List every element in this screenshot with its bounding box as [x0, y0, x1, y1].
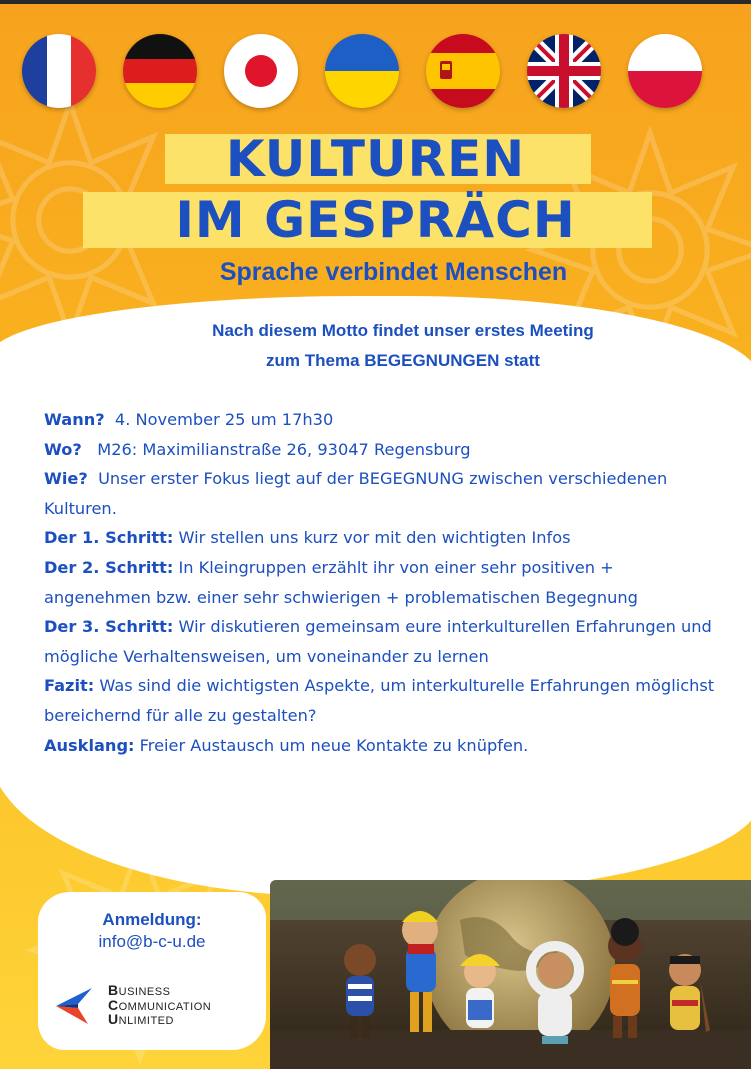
motto-line-1: Nach diesem Motto findet unser erstes Meeting — [212, 321, 594, 340]
ukraine-flag-icon — [325, 34, 399, 108]
when-label: Wann? — [44, 410, 105, 429]
page-title-line-2: IM GESPRÄCH — [175, 191, 576, 249]
france-flag-icon — [22, 34, 96, 108]
spain-flag-icon — [426, 34, 500, 108]
ausklang-value: Freier Austausch um neue Kontakte zu knüpfen. — [134, 735, 529, 755]
detail-step-2 — [44, 553, 724, 612]
detail-fazit — [44, 671, 724, 730]
bcu-logo-text — [108, 984, 211, 1028]
wooden-dolls-globe-photo — [270, 880, 751, 1069]
where-label: Wo? — [44, 439, 82, 459]
when-value: 4. November 25 um 17h30 — [104, 410, 334, 429]
logo-line-3 — [108, 1013, 211, 1028]
japan-flag-icon — [224, 34, 298, 108]
event-details — [44, 405, 724, 760]
how-value: Unser erster Fokus liegt auf der BEGEGNUNG zwischen verschiedenen Kulturen. — [44, 469, 673, 518]
fazit-value: Was sind die wichtigsten Aspekte, um interkulturelle Erfahrungen möglichst bereichernd für alle zu gestalten? — [44, 676, 715, 725]
logo-line-1-rest: USINESS — [118, 986, 171, 998]
detail-step-3 — [44, 612, 724, 671]
logo-line-1-cap: B — [108, 982, 119, 998]
step1-label: Der 1. Schritt: — [44, 528, 174, 548]
subtitle: Sprache verbindet Menschen — [219, 258, 568, 286]
bcu-arrow-logo-icon — [52, 984, 96, 1028]
logo-line-2-rest: OMMUNICATION — [118, 1000, 212, 1013]
flags-row — [22, 34, 730, 108]
logo-line-3-rest: NLIMITED — [118, 1015, 174, 1027]
step3-value: Wir diskutieren gemeinsam eure interkulturellen Erfahrungen und mögliche Verhaltensweisen, um voneinander zu lernen — [44, 617, 712, 666]
detail-where — [44, 435, 724, 465]
how-label: Wie? — [44, 469, 88, 489]
ausklang-label: Ausklang: — [44, 735, 135, 755]
motto — [0, 316, 751, 376]
detail-when — [44, 405, 724, 435]
fazit-label: Fazit: — [44, 676, 95, 696]
united-kingdom-flag-icon — [527, 34, 601, 108]
where-value: M26: Maximilianstraße 26, 93047 Regensburg — [81, 439, 471, 459]
page-title-line-1: KULTUREN — [225, 130, 526, 188]
registration-card — [38, 892, 266, 1050]
detail-how — [44, 464, 724, 523]
motto-line-2: zum Thema BEGEGNUNGEN statt — [266, 351, 540, 370]
germany-flag-icon — [123, 34, 197, 108]
logo-line-1 — [108, 984, 211, 999]
step1-value: Wir stellen uns kurz vor mit den wichtigten Infos — [173, 528, 571, 548]
step3-label: Der 3. Schritt: — [44, 617, 174, 637]
logo-line-2-cap: C — [108, 996, 119, 1013]
detail-step-1 — [44, 523, 724, 553]
poland-flag-icon — [628, 34, 702, 108]
registration-email-link[interactable]: info@b-c-u.de — [98, 932, 206, 951]
logo-line-2 — [108, 996, 212, 1014]
registration-label: Anmeldung: — [102, 910, 202, 929]
step2-label: Der 2. Schritt: — [44, 557, 174, 577]
logo-line-3-cap: U — [108, 1011, 119, 1027]
step2-value: In Kleingruppen erzählt ihr von einer sehr positiven + angenehmen bzw. einer sehr schwierigen + problematischen Begegnung — [44, 557, 638, 607]
detail-ausklang — [44, 731, 724, 761]
top-border — [0, 0, 751, 4]
